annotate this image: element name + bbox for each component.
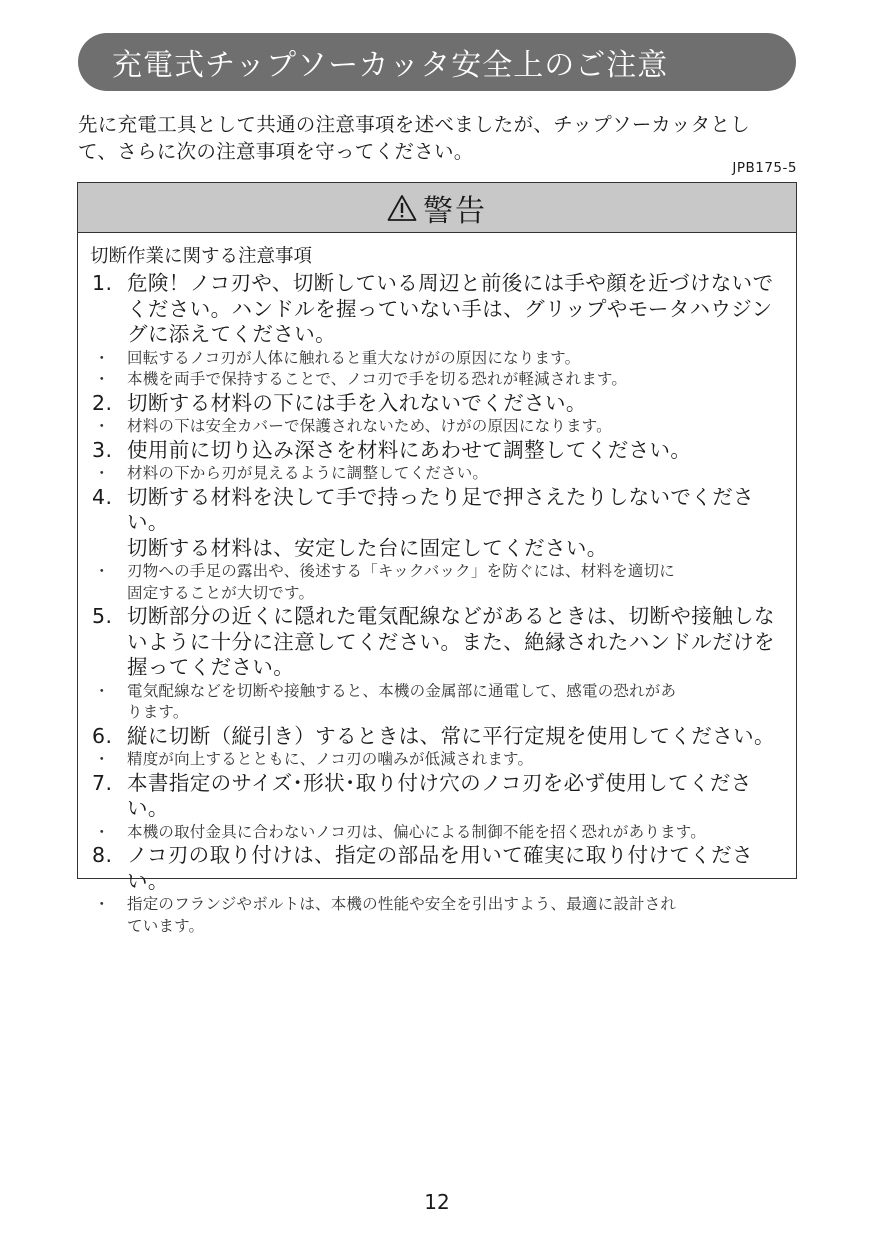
item-text — [127, 604, 786, 681]
item-number: 3. — [92, 437, 113, 462]
note-bullet: ・ — [94, 895, 110, 913]
note-item — [90, 348, 786, 370]
note-item — [90, 681, 786, 724]
note-text — [127, 822, 786, 844]
item-line: 縦に切断（縦引き）するときは、常に平行定規を使用してください。 — [127, 723, 775, 748]
note-line: ています。 — [127, 916, 205, 935]
note-line: 精度が向上するとともに、ノコ刃の噛みが低減されます。 — [127, 750, 534, 768]
item-line: 切断部分の近くに隠れた電気配線などがあるときは、切断や接触しな — [127, 604, 775, 628]
item-number: 1. — [92, 271, 113, 295]
note-text — [127, 681, 786, 724]
note-bullet: ・ — [94, 681, 110, 700]
warning-box — [77, 182, 797, 935]
item-number: 4. — [92, 484, 113, 509]
warning-item — [90, 391, 786, 417]
warning-header — [78, 183, 796, 233]
warning-label: 警告 — [423, 193, 487, 229]
note-bullet: ・ — [94, 750, 110, 768]
item-text — [127, 771, 786, 822]
item-line: ください。ハンドルを握っていない手は、グリップやモータハウジン — [127, 296, 773, 321]
note-bullet: ・ — [94, 822, 110, 841]
note-line: 材料の下から刃が見えるように調整してください。 — [127, 464, 489, 482]
note-item — [90, 561, 786, 604]
note-text — [127, 348, 786, 370]
item-number: 6. — [92, 723, 113, 748]
warning-item — [90, 271, 786, 348]
note-bullet: ・ — [94, 464, 110, 482]
note-line: 本機の取付金具に合わないノコ刃は、偏心による制御不能を招く恐れがあります。 — [127, 822, 706, 841]
note-bullet: ・ — [94, 370, 110, 388]
note-text — [127, 369, 786, 391]
title-banner — [78, 33, 796, 91]
note-text — [127, 463, 786, 485]
note-line: ります。 — [127, 703, 189, 721]
note-text — [127, 416, 786, 438]
intro-line: て、さらに次の注意事項を守ってください。 — [78, 140, 474, 163]
item-number: 8. — [92, 843, 113, 867]
item-text — [127, 391, 786, 417]
intro-paragraph — [78, 111, 800, 165]
item-text — [127, 438, 786, 464]
note-item — [90, 749, 786, 771]
note-item — [90, 369, 786, 391]
item-text — [127, 271, 786, 348]
item-line: 切断する材料は、安定した台に固定してください。 — [127, 535, 608, 560]
note-line: 本機を両手で保持することで、ノコ刃で手を切る恐れが軽減されます。 — [127, 370, 628, 388]
item-line: ノコ刃の取り付けは、指定の部品を用いて確実に取り付けてください。 — [127, 843, 753, 893]
warning-item — [90, 843, 786, 894]
note-item — [90, 894, 786, 937]
note-text — [127, 894, 786, 937]
item-text — [127, 843, 786, 894]
warning-item — [90, 438, 786, 464]
item-line: 使用前に切り込み深さを材料にあわせて調整してください。 — [127, 437, 692, 462]
item-text — [127, 724, 786, 750]
note-line: 電気配線などを切断や接触すると、本機の金属部に通電して、感電の恐れがあ — [127, 681, 677, 700]
note-line: 指定のフランジやボルトは、本機の性能や安全を引出すよう、最適に設計され — [127, 895, 677, 913]
section-heading: 切断作業に関する注意事項 — [90, 246, 313, 267]
item-line: いように十分に注意してください。また、絶縁されたハンドルだけを — [127, 629, 775, 654]
note-text — [127, 749, 786, 771]
page-title: 充電式チップソーカッタ安全上のご注意 — [112, 48, 669, 83]
note-bullet: ・ — [94, 417, 110, 435]
item-number: 2. — [92, 390, 113, 415]
warning-body — [78, 233, 796, 937]
item-text — [127, 485, 786, 562]
note-line: 回転するノコ刃が人体に触れると重大なけがの原因になります。 — [127, 348, 581, 367]
item-line: 握ってください。 — [127, 655, 295, 679]
warning-item — [90, 724, 786, 750]
item-number: 5. — [92, 604, 113, 628]
item-line: グに添えてください。 — [127, 322, 336, 346]
item-line: 切断する材料の下には手を入れないでください。 — [127, 390, 587, 415]
item-line: 危険！ノコ刃や、切断している周辺と前後には手や顔を近づけないで — [127, 271, 774, 295]
warning-item — [90, 771, 786, 822]
page-number: 12 — [424, 1190, 450, 1214]
note-text — [127, 561, 786, 604]
item-line: 切断する材料を決して手で持ったり足で押さえたりしないでください。 — [127, 484, 754, 534]
item-number: 7. — [92, 770, 113, 795]
warning-item — [90, 485, 786, 562]
note-item — [90, 416, 786, 438]
note-line: 固定することが大切です。 — [127, 583, 315, 602]
note-line: 刃物への手足の露出や、後述する「キックバック」を防ぐには、材料を適切に — [127, 562, 675, 580]
intro-line: 先に充電工具として共通の注意事項を述べましたが、チップソーカッタとし — [78, 113, 751, 136]
note-item — [90, 822, 786, 844]
warning-triangle-icon — [387, 194, 417, 222]
note-item — [90, 463, 786, 485]
document-code: JPB175-5 — [732, 160, 797, 176]
warning-item — [90, 604, 786, 681]
note-bullet: ・ — [94, 348, 110, 367]
item-line: 本書指定のサイズ･形状･取り付け穴のノコ刃を必ず使用してください。 — [127, 770, 752, 820]
note-line: 材料の下は安全カバーで保護されないため、けがの原因になります。 — [127, 417, 612, 435]
note-bullet: ・ — [94, 562, 110, 580]
